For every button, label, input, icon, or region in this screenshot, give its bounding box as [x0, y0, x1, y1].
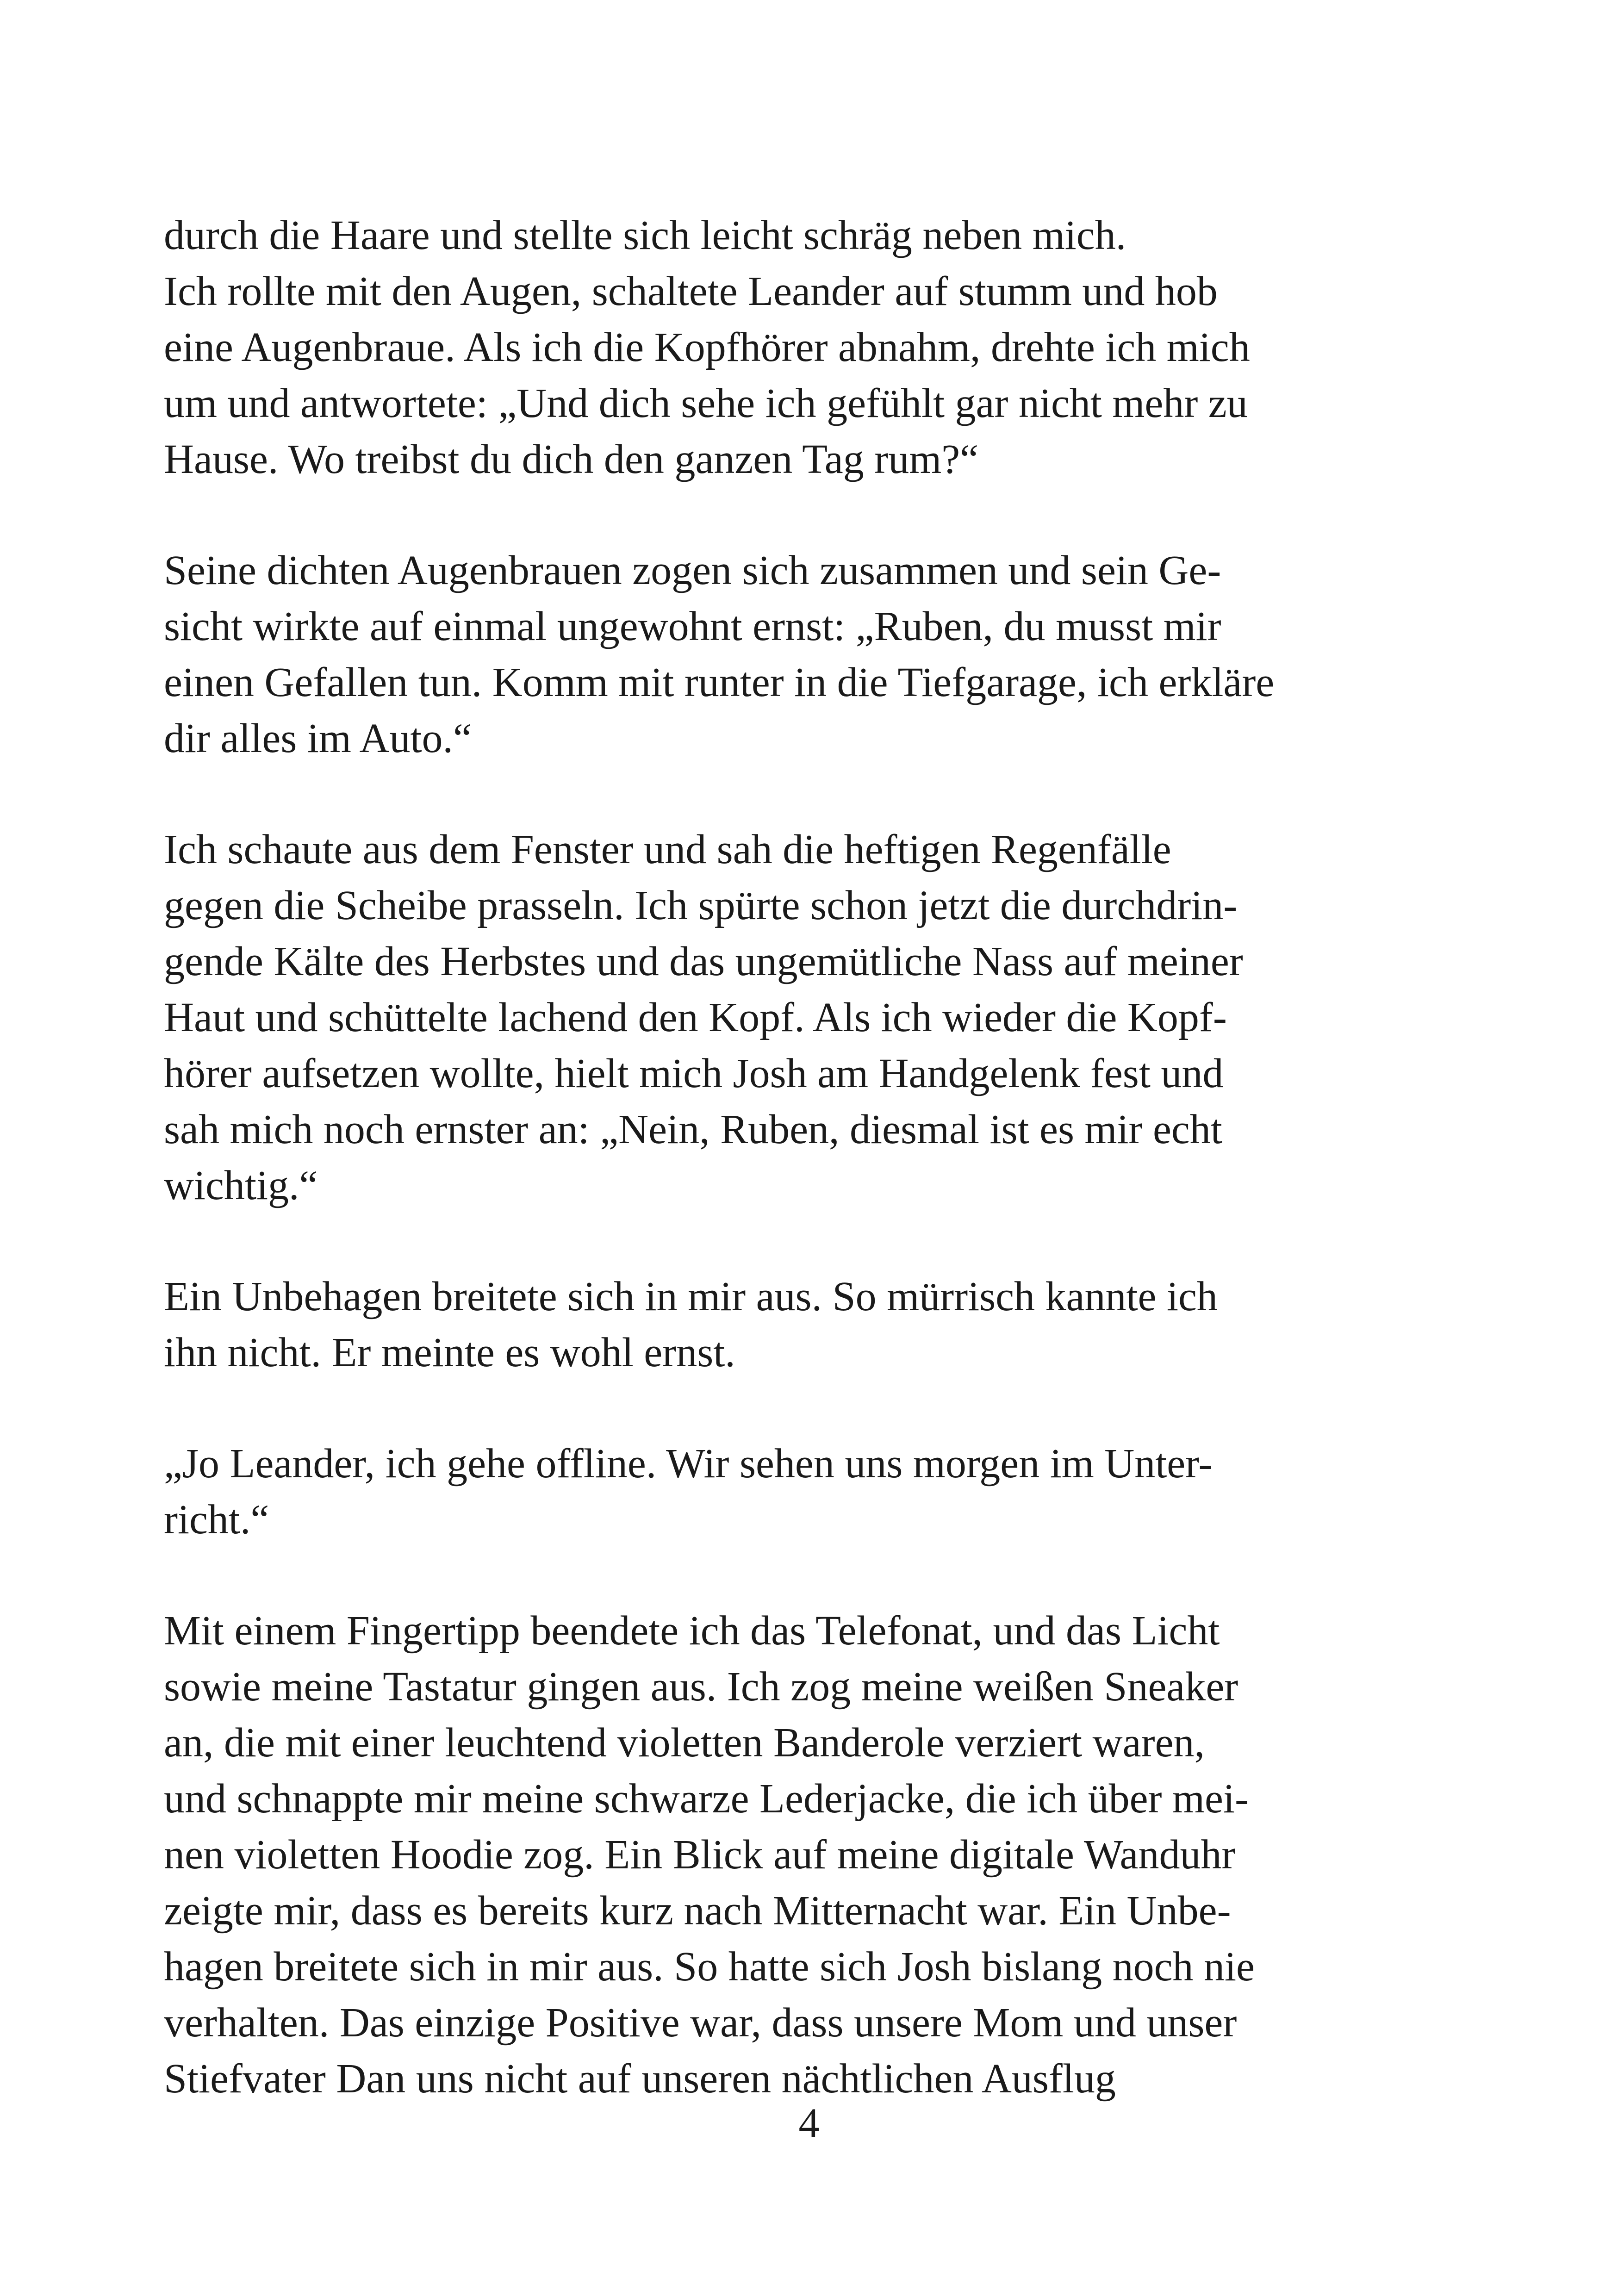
- text-line: Mit einem Fingertipp beendete ich das Telefonat, und das Licht: [164, 1608, 1220, 1654]
- paragraph: [164, 1269, 1441, 1381]
- text-line: hörer aufsetzen wollte, hielt mich Josh am Handgelenk fest und: [164, 1051, 1224, 1096]
- text-line: dir alles im Auto.“: [164, 716, 472, 761]
- text-line: Seine dichten Augenbrauen zogen sich zusammen und sein Ge-: [164, 548, 1221, 593]
- paragraph: [164, 1603, 1441, 2107]
- text-line: richt.“: [164, 1497, 269, 1543]
- text-line: ihn nicht. Er meinte es wohl ernst.: [164, 1330, 735, 1375]
- text-line: Stiefvater Dan uns nicht auf unseren nächtlichen Ausflug: [164, 2056, 1116, 2102]
- text-line: hagen breitete sich in mir aus. So hatte sich Josh bislang noch nie: [164, 1944, 1255, 1990]
- paragraph: [164, 821, 1441, 1213]
- text-line: und schnappte mir meine schwarze Lederjacke, die ich über mei-: [164, 1776, 1249, 1822]
- page-number: 4: [798, 2100, 820, 2146]
- paragraph: [164, 207, 1441, 487]
- text-line: um und antwortete: „Und dich sehe ich gefühlt gar nicht mehr zu: [164, 380, 1248, 426]
- text-line: Hause. Wo treibst du dich den ganzen Tag rum?“: [164, 436, 979, 482]
- text-line: sah mich noch ernster an: „Nein, Ruben, diesmal ist es mir echt: [164, 1107, 1222, 1152]
- text-line: Ich schaute aus dem Fenster und sah die heftigen Regenfälle: [164, 827, 1171, 872]
- body-text: [164, 207, 1441, 2107]
- paragraph-gap: [164, 1548, 1441, 1603]
- paragraph: [164, 542, 1441, 766]
- text-line: durch die Haare und stellte sich leicht schräg neben mich.: [164, 212, 1126, 258]
- text-line: gegen die Scheibe prasseln. Ich spürte schon jetzt die durchdrin-: [164, 883, 1238, 928]
- text-line: sowie meine Tastatur gingen aus. Ich zog meine weißen Sneaker: [164, 1664, 1238, 1710]
- text-line: zeigte mir, dass es bereits kurz nach Mitternacht war. Ein Unbe-: [164, 1888, 1231, 1934]
- text-line: einen Gefallen tun. Komm mit runter in die Tiefgarage, ich erkläre: [164, 660, 1275, 705]
- text-line: sicht wirkte auf einmal ungewohnt ernst: „Ruben, du musst mir: [164, 604, 1221, 649]
- text-line: nen violetten Hoodie zog. Ein Blick auf meine digitale Wanduhr: [164, 1832, 1236, 1878]
- text-line: wichtig.“: [164, 1163, 318, 1208]
- paragraph-gap: [164, 1381, 1441, 1436]
- text-line: verhalten. Das einzige Positive war, dass unsere Mom und unser: [164, 2000, 1237, 2046]
- paragraph-gap: [164, 766, 1441, 821]
- text-line: Haut und schüttelte lachend den Kopf. Als ich wieder die Kopf-: [164, 995, 1227, 1040]
- text-line: eine Augenbraue. Als ich die Kopfhörer abnahm, drehte ich mich: [164, 324, 1250, 370]
- text-line: an, die mit einer leuchtend violetten Banderole verziert waren,: [164, 1720, 1205, 1766]
- text-line: gende Kälte des Herbstes und das ungemütliche Nass auf meiner: [164, 939, 1243, 984]
- paragraph: [164, 1436, 1441, 1548]
- text-line: „Jo Leander, ich gehe offline. Wir sehen uns morgen im Unter-: [164, 1441, 1213, 1487]
- text-line: Ich rollte mit den Augen, schaltete Leander auf stumm und hob: [164, 268, 1218, 314]
- text-line: Ein Unbehagen breitete sich in mir aus. So mürrisch kannte ich: [164, 1274, 1218, 1319]
- paragraph-gap: [164, 487, 1441, 542]
- paragraph-gap: [164, 1213, 1441, 1269]
